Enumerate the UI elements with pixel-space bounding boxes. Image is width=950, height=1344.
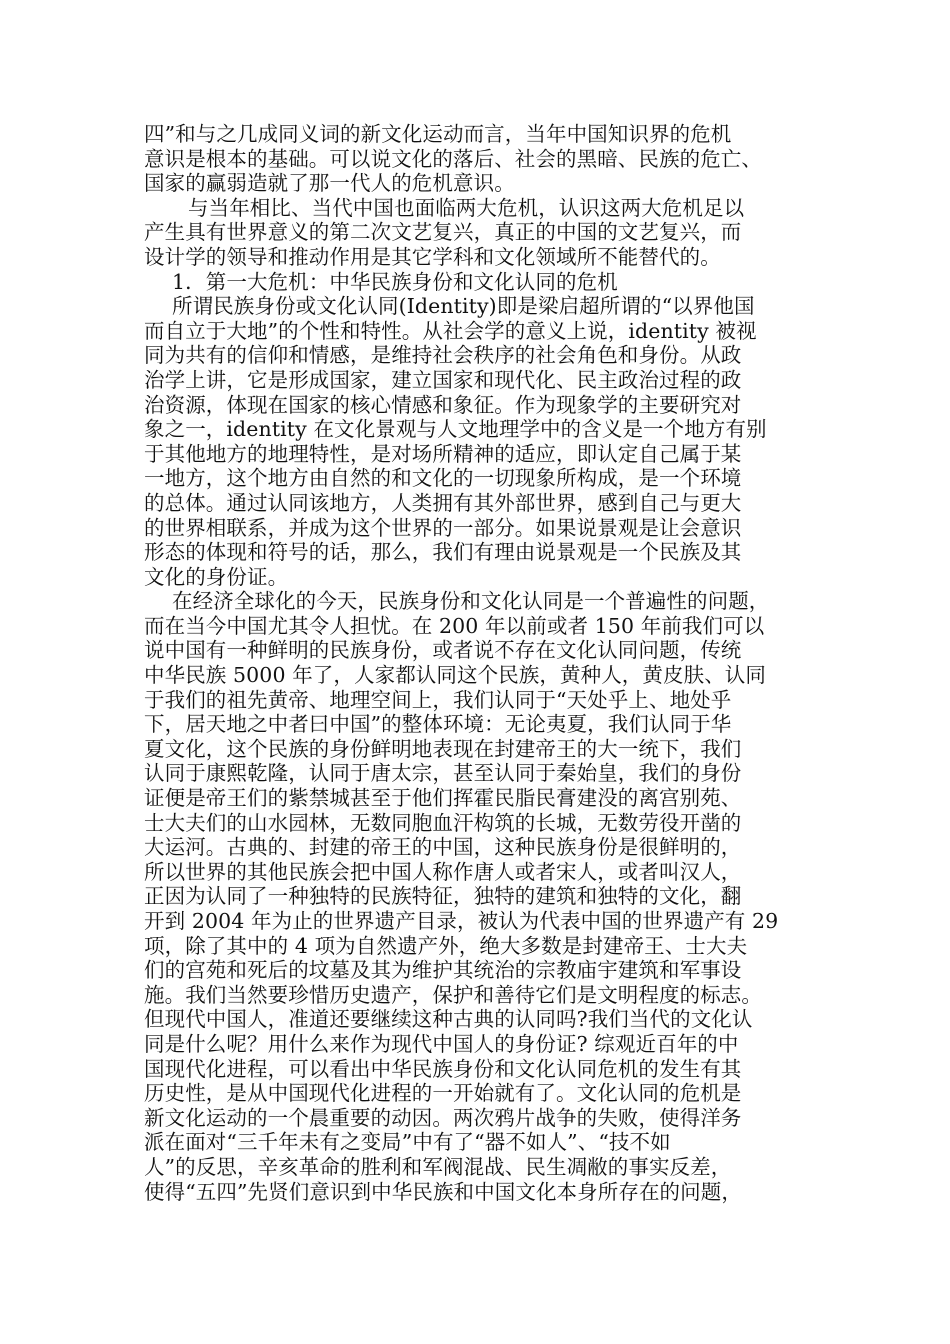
text-line: 与当年相比、当代中国也面临两大危机，认识这两大危机足以 [188,195,745,220]
text-line: 使得“五四”先贤们意识到中华民族和中国文化本身所存在的问题， [144,1179,742,1204]
text-line: 认同于康熙乾隆，认同于唐太宗，甚至认同于秦始皇，我们的身份 [144,761,742,786]
text-line: 文化的身份证。 [144,564,289,589]
text-line: 所以世界的其他民族会把中国人称作唐人或者宋人，或者叫汉人， [144,859,742,884]
text-line: 1．第一大危机：中华民族身份和文化认同的危机 [172,269,618,294]
text-line: 下，居天地之中者曰中国”的整体环境：无论夷夏，我们认同于华 [144,712,732,737]
text-line: 但现代中国人，准道还要继续这种古典的认同吗?我们当代的文化认 [144,1007,753,1032]
text-line: 四”和与之几成同义词的新文化运动而言，当年中国知识界的危机 [144,122,732,146]
text-line: 中华民族 5000 年了，人家都认同这个民族，黄种人，黄皮肤、认同 [144,663,767,688]
text-line: 夏文化，这个民族的身份鲜明地表现在封建帝王的大一统下，我们 [144,736,742,761]
text-line: 形态的体现和符号的话，那么，我们有理由说景观是一个民族及其 [144,540,742,565]
text-line: 治学上讲，它是形成国家，建立国家和现代化、民主政治过程的政 [144,367,742,392]
text-line: 人”的反思，辛亥革命的胜利和军阀混战、民生凋敝的事实反差， [144,1154,732,1179]
text-line: 历史性，是从中国现代化进程的一开始就有了。文化认同的危机是 [144,1081,742,1106]
text-line: 而在当今中国尤其令人担忧。在 200 年以前或者 150 年前我们可以 [144,613,765,638]
text-line: 于其他地方的地理特性，是对场所精神的适应，即认定自己属于某 [144,441,742,466]
text-line: 新文化运动的一个晨重要的动因。两次鸦片战争的失败，使得洋务 [144,1105,742,1130]
text-line: 而自立于大地”的个性和特性。从社会学的意义上说，identity 被视 [144,318,757,343]
text-line: 施。我们当然要珍惜历史遗产，保护和善待它们是文明程度的标志。 [144,982,762,1007]
text-line: 大运河。古典的、封建的帝王的中国，这种民族身份是很鲜明的， [144,835,742,860]
text-line: 说中国有一种鲜明的民族身份，或者说不存在文化认同问题，传统 [144,638,742,663]
text-line: 开到 2004 年为止的世界遗产目录，被认为代表中国的世界遗产有 29 [144,909,779,933]
text-line: 产生具有世界意义的第二次文艺复兴，真正的中国的文艺复兴，而 [144,220,742,245]
text-line: 的总体。通过认同该地方，人类拥有其外部世界，感到自己与更大 [144,490,742,515]
text-line: 派在面对“三千年未有之变局”中有了“器不如人”、“技不如 [144,1130,671,1155]
text-line: 国现代化进程，可以看出中华民族身份和文化认同危机的发生有其 [144,1056,742,1081]
text-line: 意识是根本的基础。可以说文化的落后、社会的黑暗、民族的危亡、 [144,146,762,171]
text-line: 象之一，identity 在文化景观与人文地理学中的含义是一个地方有别 [144,417,767,442]
text-line: 的世界相联系，并成为这个世界的一部分。如果说景观是让会意识 [144,515,742,540]
text-line: 同为共有的信仰和情感，是维持社会秩序的社会角色和身份。从政 [144,343,742,368]
text-line: 同是什么呢？用什么来作为现代中国人的身份证? 综观近百年的中 [144,1031,739,1056]
text-line: 设计学的领导和推动作用是其它学科和文化领域所不能替代的。 [144,244,721,269]
text-line: 证便是帝王们的紫禁城甚至于他们挥霍民脂民膏建没的离宫别苑、 [144,786,742,811]
text-line: 国家的赢弱造就了那一代人的危机意识。 [144,171,515,196]
text-line: 一地方，这个地方由自然的和文化的一切现象所构成，是一个环境 [144,466,742,491]
body-text [144,122,834,1204]
text-line: 项，除了其中的 4 项为自然遗产外，绝大多数是封建帝王、士大夫 [144,933,748,958]
text-line: 士大夫们的山水园林，无数同胞血汗构筑的长城，无数劳役开凿的 [144,810,742,835]
text-line: 正因为认同了一种独特的民族特征，独特的建筑和独特的文化，翻 [144,884,742,909]
text-line: 所谓民族身份或文化认同(Identity)即是梁启超所谓的“以界他国 [172,294,755,319]
text-line: 治资源，体现在国家的核心情感和象征。作为现象学的主要研究对 [144,392,742,417]
text-line: 们的宫苑和死后的坟墓及其为维护其统治的宗教庙宇建筑和军事设 [144,958,742,983]
text-line: 在经济全球化的今天，民族身份和文化认同是一个普遍性的问题， [172,589,770,614]
text-line: 于我们的祖先黄帝、地理空间上，我们认同于“天处乎上、地处乎 [144,687,732,712]
